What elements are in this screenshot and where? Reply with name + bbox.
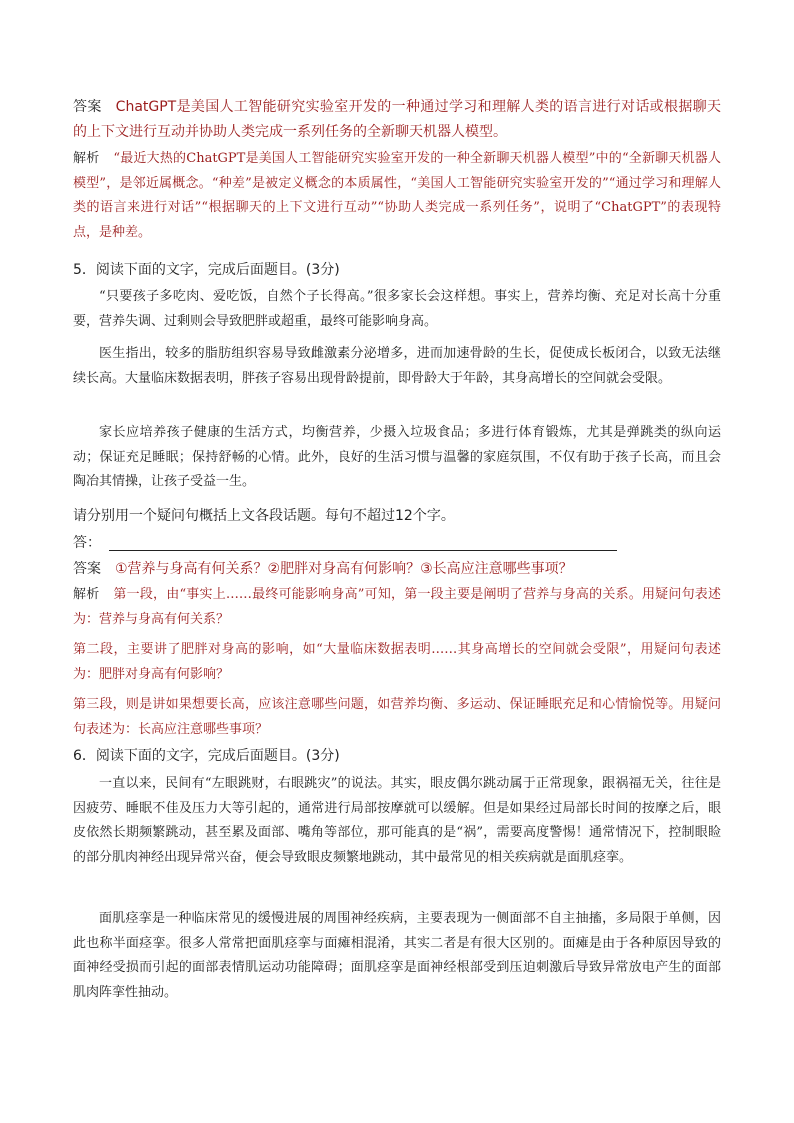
q5-analysis-paragraph-1: [73, 583, 721, 632]
q5-answer-block: [73, 557, 721, 582]
analysis-label: 解析: [73, 151, 100, 166]
answer-text: ChatGPT是美国人工智能研究实验室开发的一种通过学习和理解人类的语言进行对话或根据聊天的上下文进行互动并协助人类完成一系列任务的全新聊天机器人模型。: [73, 99, 721, 140]
question-6-heading: 6．阅读下面的文字，完成后面题目。(3分): [73, 748, 340, 764]
q5-analysis-paragraph-3: 第三段，则是讲如果想要长高，应该注意哪些问题，如营养均衡、多运动、保证睡眠充足和心情愉悦等。用疑问句表述为：长高应注意哪些事项？: [73, 697, 721, 737]
q5-paragraph-1: “只要孩子多吃肉、爱吃饭，自然个子长得高。”很多家长会这样想。事实上，营养均衡、充足对长高十分重要，营养失调、过剩则会导致肥胖或超重，最终可能影响身高。: [73, 289, 721, 329]
answer-prefix: 答：: [73, 535, 101, 551]
q5-prompt: 请分别用一个疑问句概括上文各段话题。每句不超过12个字。: [73, 508, 455, 524]
q5-analysis-paragraph-2: 第二段，主要讲了肥胖对身高的影响，如“大量临床数据表明……其身高增长的空间就会受限”，用疑问句表述为：肥胖对身高有何影响？: [73, 642, 721, 682]
q5-analysis-text-1: 第一段，由“事实上……最终可能影响身高”可知，第一段主要是阐明了营养与身高的关系。用疑问句表述为：营养与身高有何关系？: [73, 587, 721, 627]
q5-analysis-label: 解析: [73, 587, 100, 602]
answer-input-line[interactable]: [109, 534, 617, 551]
q5-paragraph-3: 家长应培养孩子健康的生活方式，均衡营养，少摄入垃圾食品；多进行体育锻炼，尤其是弹跳类的纵向运动；保证充足睡眠；保持舒畅的心情。此外，良好的生活习惯与温馨的家庭氛围，不仅有助于孩子长高，而且会陶冶其情操，让孩子受益一生。: [73, 425, 721, 489]
answer-label: 答案: [73, 99, 102, 115]
analysis-text: “最近大热的ChatGPT是美国人工智能研究实验室开发的一种全新聊天机器人模型”中的“全新聊天机器人模型”，是邻近属概念。“种差”是被定义概念的本质属性，“美国人工智能研究实验室开发的”“通过学习和理解人类的语言来进行对话”“根据聊天的上下文进行互动”“协助人类完成一系列任务”，说明了“ChatGPT”的表现特点，是种差。: [73, 151, 721, 240]
q6-paragraph-1: 一直以来，民间有“左眼跳财，右眼跳灾”的说法。其实，眼皮偶尔跳动属于正常现象，跟祸福无关，往往是因疲劳、睡眠不佳及压力大等引起的，通常进行局部按摩就可以缓解。但是如果经过局部长时间的按摩之后，眼皮依然长期频繁跳动，甚至累及面部、嘴角等部位，那可能真的是“祸”，需要高度警惕！通常情况下，控制眼睑的部分肌肉神经出现异常兴奋，便会导致眼皮频繁地跳动，其中最常见的相关疾病就是面肌痉挛。: [73, 776, 721, 865]
q5-answer-label: 答案: [73, 561, 101, 577]
question-5-heading: 5．阅读下面的文字，完成后面题目。(3分): [73, 262, 340, 278]
answer-block-1: [73, 95, 721, 144]
analysis-block-1: [73, 147, 721, 245]
q5-paragraph-2: 医生指出，较多的脂肪组织容易导致雌激素分泌增多，进而加速骨龄的生长，促使成长板闭合，以致无法继续长高。大量临床数据表明，胖孩子容易出现骨龄提前，即骨龄大于年龄，其身高增长的空间就会受限。: [73, 346, 721, 386]
q5-answer-input-row: [73, 531, 721, 556]
q5-answer-text: ①营养与身高有何关系？②肥胖对身高有何影响？③长高应注意哪些事项？: [115, 561, 573, 577]
q6-paragraph-2: 面肌痉挛是一种临床常见的缓慢进展的周围神经疾病，主要表现为一侧面部不自主抽搐，多局限于单侧，因此也称半面痉挛。很多人常常把面肌痉挛与面瘫相混淆，其实二者是有很大区别的。面瘫是由于各种原因导致的面神经受损而引起的面部表情肌运动功能障碍；面肌痉挛是面神经根部受到压迫刺激后导致异常放电产生的面部肌肉阵挛性抽动。: [73, 911, 721, 1000]
